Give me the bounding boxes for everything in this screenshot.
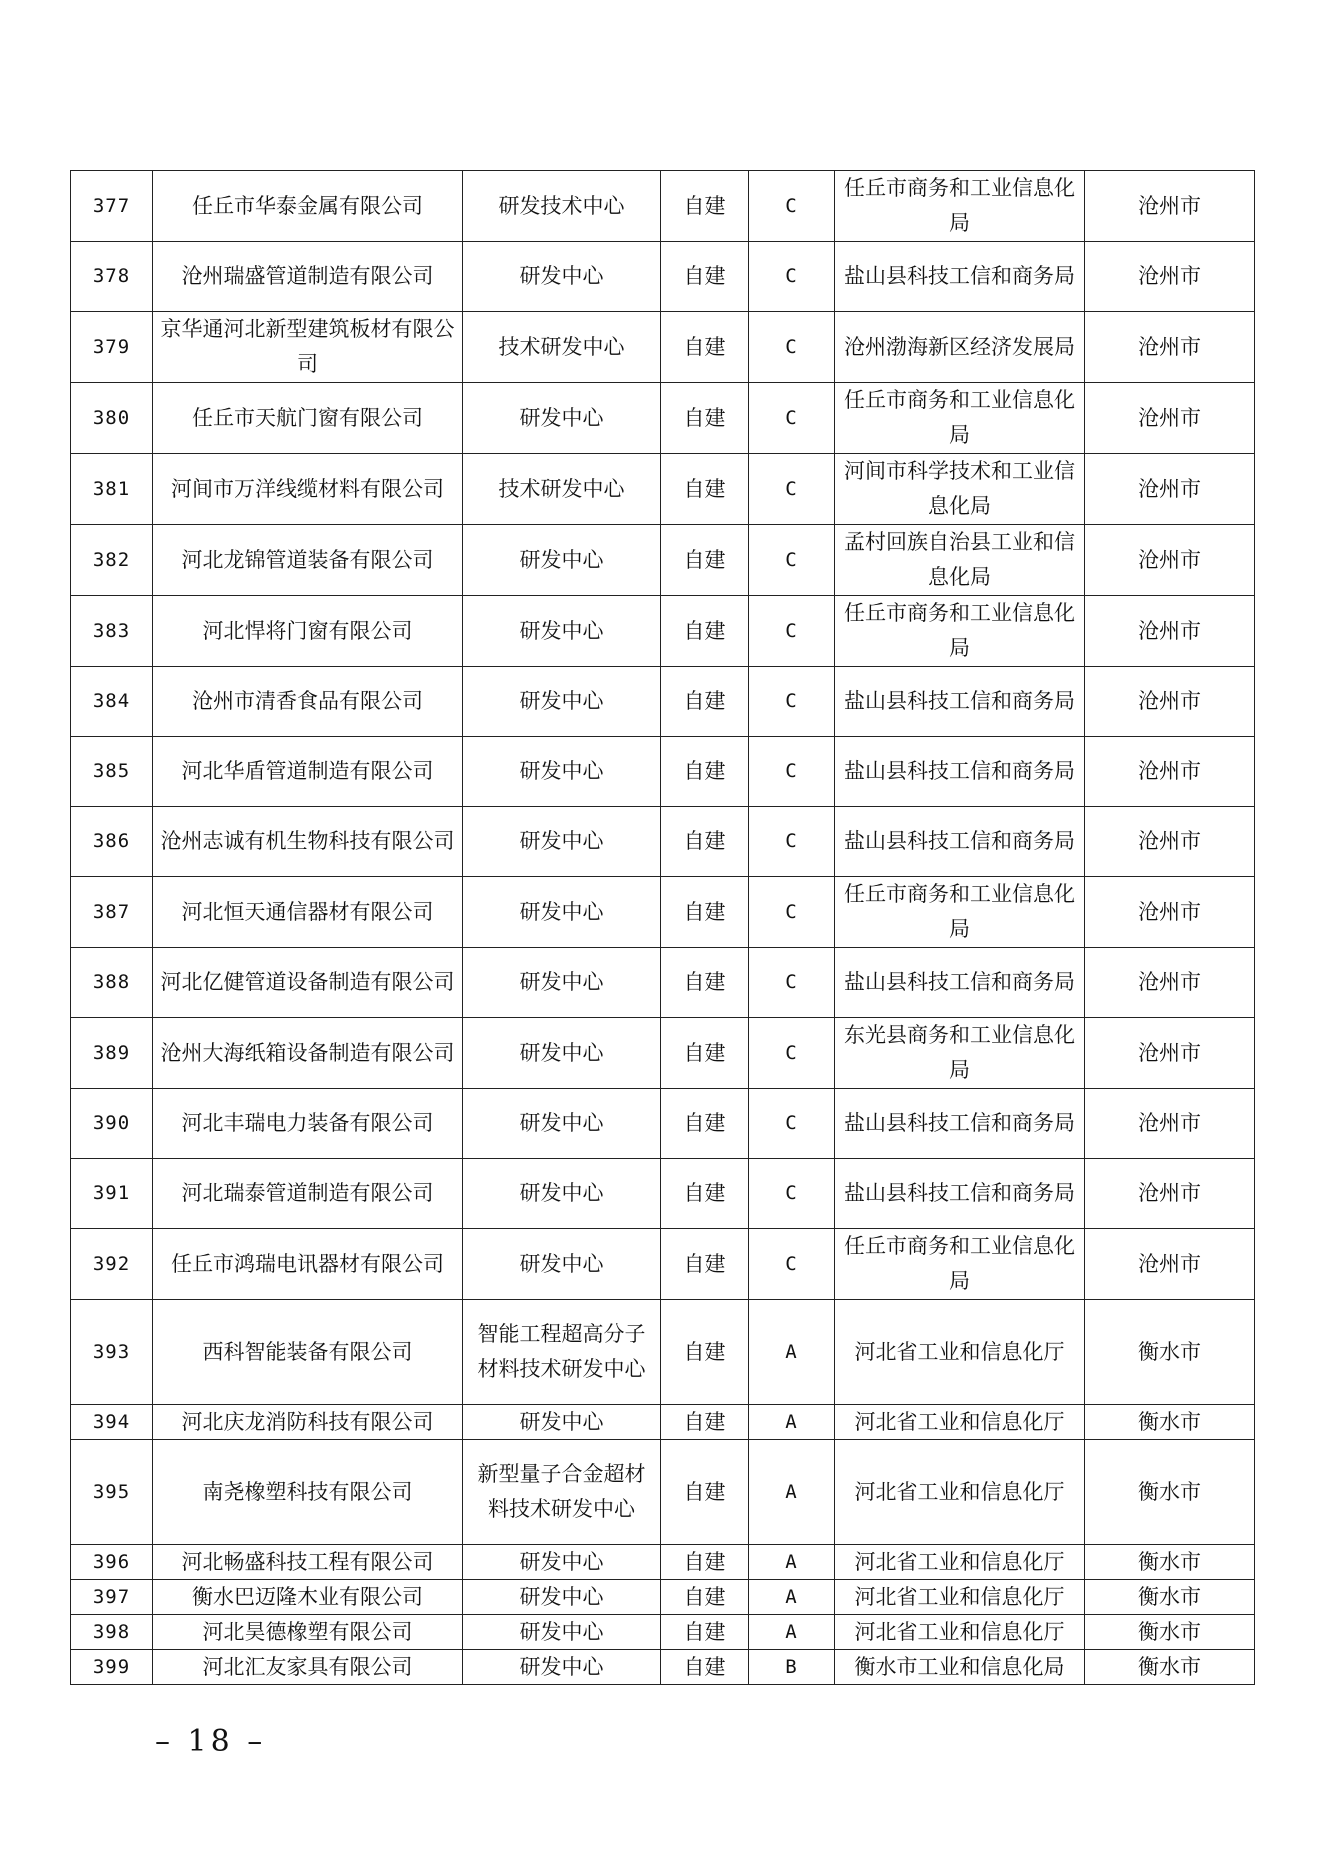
cell-number: 385	[71, 737, 153, 807]
cell-city: 沧州市	[1085, 1159, 1255, 1229]
cell-department: 河北省工业和信息化厅	[835, 1615, 1085, 1650]
cell-company: 西科智能装备有限公司	[153, 1300, 463, 1405]
cell-city: 沧州市	[1085, 667, 1255, 737]
cell-build-mode: 自建	[661, 667, 749, 737]
cell-grade: C	[749, 454, 835, 525]
cell-company: 衡水巴迈隆木业有限公司	[153, 1580, 463, 1615]
cell-city: 沧州市	[1085, 1018, 1255, 1089]
cell-department: 河间市科学技术和工业信息化局	[835, 454, 1085, 525]
cell-center-type: 新型量子合金超材料技术研发中心	[463, 1440, 661, 1545]
cell-build-mode: 自建	[661, 454, 749, 525]
cell-build-mode: 自建	[661, 1229, 749, 1300]
cell-city: 衡水市	[1085, 1440, 1255, 1545]
cell-city: 沧州市	[1085, 737, 1255, 807]
cell-department: 盐山县科技工信和商务局	[835, 807, 1085, 877]
cell-build-mode: 自建	[661, 171, 749, 242]
cell-city: 沧州市	[1085, 948, 1255, 1018]
cell-city: 沧州市	[1085, 596, 1255, 667]
cell-city: 衡水市	[1085, 1300, 1255, 1405]
cell-grade: C	[749, 171, 835, 242]
cell-center-type: 研发技术中心	[463, 171, 661, 242]
table-row	[71, 383, 1255, 454]
cell-grade: C	[749, 383, 835, 454]
table-row	[71, 1580, 1255, 1615]
cell-department: 盐山县科技工信和商务局	[835, 667, 1085, 737]
cell-center-type: 研发中心	[463, 596, 661, 667]
cell-center-type: 研发中心	[463, 1089, 661, 1159]
cell-center-type: 研发中心	[463, 383, 661, 454]
cell-grade: C	[749, 242, 835, 312]
cell-city: 衡水市	[1085, 1615, 1255, 1650]
cell-grade: C	[749, 737, 835, 807]
cell-department: 任丘市商务和工业信息化局	[835, 877, 1085, 948]
cell-grade: C	[749, 312, 835, 383]
enterprise-center-table	[70, 170, 1255, 1685]
cell-city: 沧州市	[1085, 242, 1255, 312]
cell-company: 河北汇友家具有限公司	[153, 1650, 463, 1685]
cell-number: 388	[71, 948, 153, 1018]
table-row	[71, 1650, 1255, 1685]
table-body	[71, 171, 1255, 1685]
cell-build-mode: 自建	[661, 1089, 749, 1159]
cell-center-type: 研发中心	[463, 1615, 661, 1650]
cell-center-type: 研发中心	[463, 1159, 661, 1229]
cell-number: 395	[71, 1440, 153, 1545]
cell-grade: C	[749, 525, 835, 596]
cell-build-mode: 自建	[661, 877, 749, 948]
cell-center-type: 研发中心	[463, 877, 661, 948]
cell-grade: C	[749, 1229, 835, 1300]
cell-center-type: 技术研发中心	[463, 312, 661, 383]
cell-grade: C	[749, 1089, 835, 1159]
cell-build-mode: 自建	[661, 312, 749, 383]
cell-company: 河北畅盛科技工程有限公司	[153, 1545, 463, 1580]
cell-build-mode: 自建	[661, 948, 749, 1018]
cell-grade: A	[749, 1615, 835, 1650]
cell-grade: A	[749, 1440, 835, 1545]
cell-center-type: 研发中心	[463, 1018, 661, 1089]
cell-grade: A	[749, 1545, 835, 1580]
cell-center-type: 研发中心	[463, 1545, 661, 1580]
cell-company: 任丘市天航门窗有限公司	[153, 383, 463, 454]
table-row	[71, 807, 1255, 877]
cell-grade: B	[749, 1650, 835, 1685]
table-row	[71, 525, 1255, 596]
table-row	[71, 1440, 1255, 1545]
cell-department: 河北省工业和信息化厅	[835, 1545, 1085, 1580]
cell-department: 河北省工业和信息化厅	[835, 1405, 1085, 1440]
cell-build-mode: 自建	[661, 1300, 749, 1405]
cell-department: 东光县商务和工业信息化局	[835, 1018, 1085, 1089]
cell-number: 397	[71, 1580, 153, 1615]
cell-grade: A	[749, 1580, 835, 1615]
cell-grade: C	[749, 667, 835, 737]
cell-department: 盐山县科技工信和商务局	[835, 242, 1085, 312]
cell-number: 393	[71, 1300, 153, 1405]
cell-number: 380	[71, 383, 153, 454]
cell-build-mode: 自建	[661, 1580, 749, 1615]
cell-company: 河北亿健管道设备制造有限公司	[153, 948, 463, 1018]
cell-city: 沧州市	[1085, 312, 1255, 383]
cell-number: 386	[71, 807, 153, 877]
cell-city: 沧州市	[1085, 383, 1255, 454]
cell-company: 南尧橡塑科技有限公司	[153, 1440, 463, 1545]
table-row	[71, 667, 1255, 737]
cell-number: 391	[71, 1159, 153, 1229]
cell-department: 任丘市商务和工业信息化局	[835, 596, 1085, 667]
cell-city: 衡水市	[1085, 1580, 1255, 1615]
cell-number: 382	[71, 525, 153, 596]
cell-number: 377	[71, 171, 153, 242]
cell-company: 京华通河北新型建筑板材有限公司	[153, 312, 463, 383]
cell-company: 沧州瑞盛管道制造有限公司	[153, 242, 463, 312]
cell-build-mode: 自建	[661, 1615, 749, 1650]
table-row	[71, 948, 1255, 1018]
cell-grade: C	[749, 1018, 835, 1089]
cell-number: 396	[71, 1545, 153, 1580]
table-row	[71, 596, 1255, 667]
cell-number: 392	[71, 1229, 153, 1300]
cell-number: 384	[71, 667, 153, 737]
cell-center-type: 研发中心	[463, 667, 661, 737]
cell-company: 河北华盾管道制造有限公司	[153, 737, 463, 807]
cell-build-mode: 自建	[661, 737, 749, 807]
cell-grade: A	[749, 1405, 835, 1440]
cell-city: 沧州市	[1085, 877, 1255, 948]
cell-department: 盐山县科技工信和商务局	[835, 1089, 1085, 1159]
cell-center-type: 技术研发中心	[463, 454, 661, 525]
table-row	[71, 1089, 1255, 1159]
cell-number: 383	[71, 596, 153, 667]
cell-build-mode: 自建	[661, 1159, 749, 1229]
cell-grade: C	[749, 948, 835, 1018]
cell-grade: C	[749, 877, 835, 948]
cell-department: 沧州渤海新区经济发展局	[835, 312, 1085, 383]
cell-number: 399	[71, 1650, 153, 1685]
table-row	[71, 1300, 1255, 1405]
cell-company: 任丘市鸿瑞电讯器材有限公司	[153, 1229, 463, 1300]
cell-city: 沧州市	[1085, 454, 1255, 525]
cell-city: 衡水市	[1085, 1650, 1255, 1685]
cell-center-type: 研发中心	[463, 737, 661, 807]
cell-grade: C	[749, 807, 835, 877]
table-row	[71, 1615, 1255, 1650]
cell-company: 沧州市清香食品有限公司	[153, 667, 463, 737]
cell-company: 沧州志诚有机生物科技有限公司	[153, 807, 463, 877]
cell-department: 衡水市工业和信息化局	[835, 1650, 1085, 1685]
cell-center-type: 研发中心	[463, 1580, 661, 1615]
cell-build-mode: 自建	[661, 1650, 749, 1685]
cell-department: 任丘市商务和工业信息化局	[835, 1229, 1085, 1300]
cell-build-mode: 自建	[661, 383, 749, 454]
cell-build-mode: 自建	[661, 242, 749, 312]
cell-company: 河北悍将门窗有限公司	[153, 596, 463, 667]
cell-company: 河北丰瑞电力装备有限公司	[153, 1089, 463, 1159]
cell-build-mode: 自建	[661, 525, 749, 596]
cell-center-type: 研发中心	[463, 807, 661, 877]
cell-number: 398	[71, 1615, 153, 1650]
table-row	[71, 171, 1255, 242]
cell-number: 387	[71, 877, 153, 948]
table-row	[71, 737, 1255, 807]
table-container	[70, 170, 1254, 1685]
cell-grade: C	[749, 1159, 835, 1229]
cell-department: 河北省工业和信息化厅	[835, 1580, 1085, 1615]
cell-build-mode: 自建	[661, 1440, 749, 1545]
table-row	[71, 1159, 1255, 1229]
cell-city: 衡水市	[1085, 1405, 1255, 1440]
cell-center-type: 研发中心	[463, 1650, 661, 1685]
cell-city: 沧州市	[1085, 171, 1255, 242]
cell-city: 沧州市	[1085, 807, 1255, 877]
cell-center-type: 智能工程超高分子材料技术研发中心	[463, 1300, 661, 1405]
cell-company: 河北昊德橡塑有限公司	[153, 1615, 463, 1650]
cell-number: 379	[71, 312, 153, 383]
cell-company: 河北瑞泰管道制造有限公司	[153, 1159, 463, 1229]
cell-department: 盐山县科技工信和商务局	[835, 948, 1085, 1018]
cell-city: 沧州市	[1085, 525, 1255, 596]
cell-department: 任丘市商务和工业信息化局	[835, 171, 1085, 242]
cell-company: 河北恒天通信器材有限公司	[153, 877, 463, 948]
cell-build-mode: 自建	[661, 596, 749, 667]
cell-build-mode: 自建	[661, 807, 749, 877]
table-row	[71, 242, 1255, 312]
cell-center-type: 研发中心	[463, 242, 661, 312]
cell-center-type: 研发中心	[463, 1405, 661, 1440]
table-row	[71, 877, 1255, 948]
cell-center-type: 研发中心	[463, 1229, 661, 1300]
table-row	[71, 1018, 1255, 1089]
table-row	[71, 1229, 1255, 1300]
cell-company: 沧州大海纸箱设备制造有限公司	[153, 1018, 463, 1089]
cell-number: 378	[71, 242, 153, 312]
cell-city: 衡水市	[1085, 1545, 1255, 1580]
cell-city: 沧州市	[1085, 1229, 1255, 1300]
cell-number: 390	[71, 1089, 153, 1159]
cell-company: 任丘市华泰金属有限公司	[153, 171, 463, 242]
cell-number: 394	[71, 1405, 153, 1440]
cell-number: 389	[71, 1018, 153, 1089]
cell-department: 河北省工业和信息化厅	[835, 1440, 1085, 1545]
cell-build-mode: 自建	[661, 1545, 749, 1580]
cell-center-type: 研发中心	[463, 525, 661, 596]
cell-company: 河北龙锦管道装备有限公司	[153, 525, 463, 596]
cell-city: 沧州市	[1085, 1089, 1255, 1159]
cell-department: 盐山县科技工信和商务局	[835, 737, 1085, 807]
cell-department: 盐山县科技工信和商务局	[835, 1159, 1085, 1229]
cell-number: 381	[71, 454, 153, 525]
cell-company: 河间市万洋线缆材料有限公司	[153, 454, 463, 525]
cell-department: 任丘市商务和工业信息化局	[835, 383, 1085, 454]
table-row	[71, 1405, 1255, 1440]
table-row	[71, 1545, 1255, 1580]
page-number: – 18 –	[155, 1724, 267, 1759]
cell-center-type: 研发中心	[463, 948, 661, 1018]
cell-department: 孟村回族自治县工业和信息化局	[835, 525, 1085, 596]
cell-grade: A	[749, 1300, 835, 1405]
table-row	[71, 454, 1255, 525]
cell-build-mode: 自建	[661, 1405, 749, 1440]
cell-grade: C	[749, 596, 835, 667]
table-row	[71, 312, 1255, 383]
cell-build-mode: 自建	[661, 1018, 749, 1089]
cell-company: 河北庆龙消防科技有限公司	[153, 1405, 463, 1440]
cell-department: 河北省工业和信息化厅	[835, 1300, 1085, 1405]
